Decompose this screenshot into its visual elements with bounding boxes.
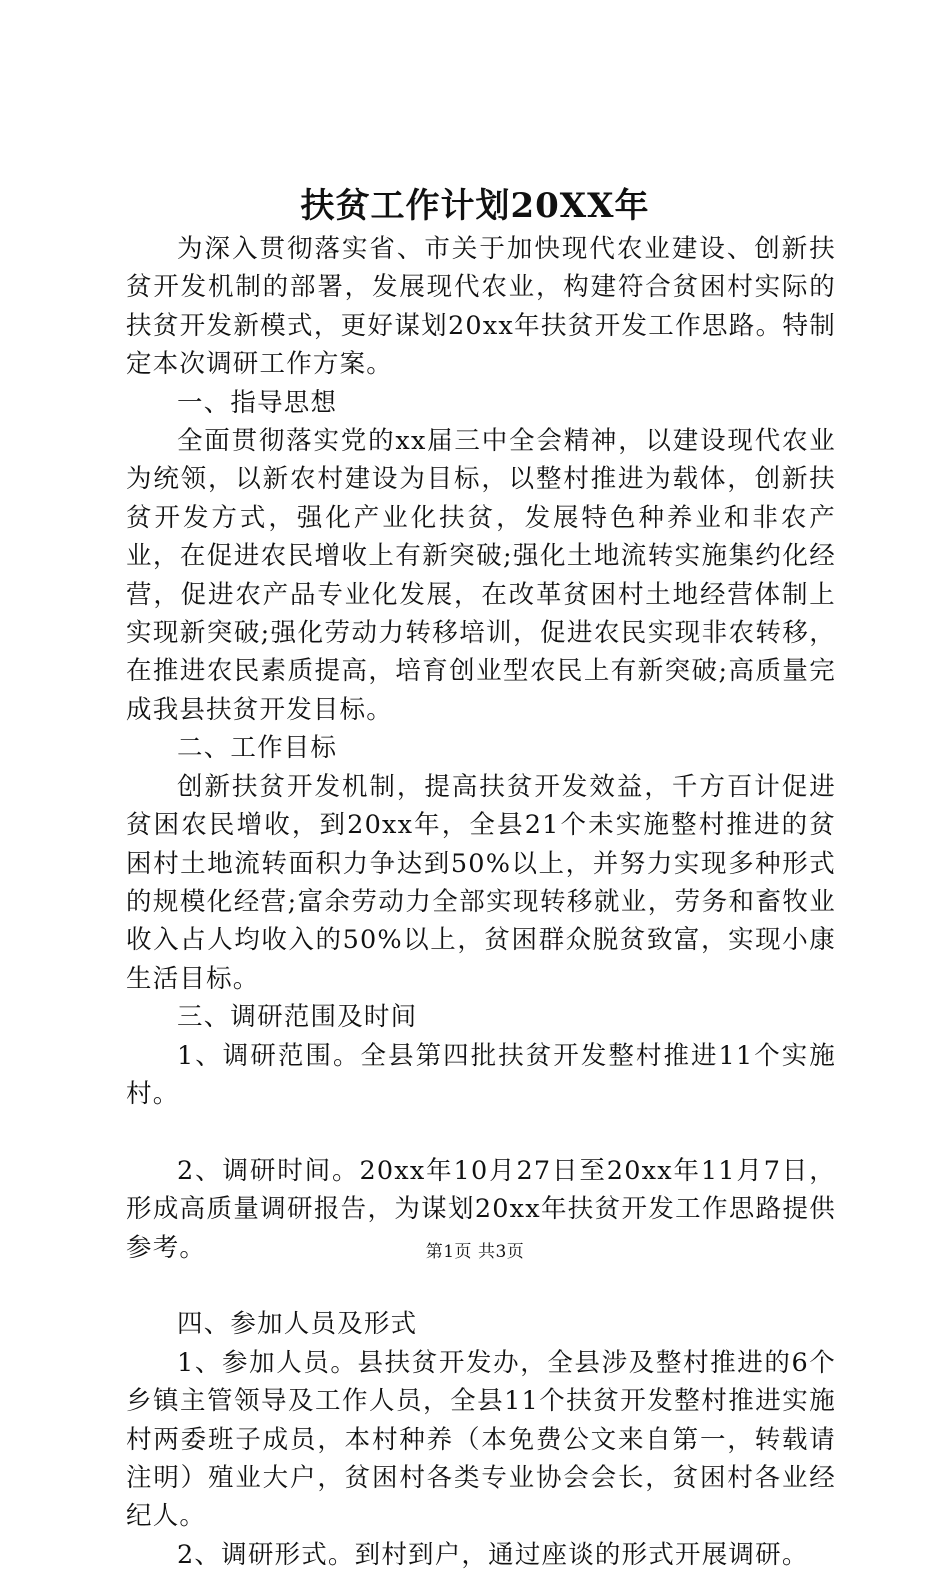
page-number-footer: 第1页 共3页 [425,1242,525,1262]
document-body [126,230,836,1574]
section-heading-participants: 四、参加人员及形式 [177,1309,418,1340]
work-goals-paragraph: 创新扶贫开发机制，提高扶贫开发效益，千方百计促进贫困农民增收，到20xx年，全县21个未实施整村推进的贫困村土地流转面积力争达到50%以上，并努力实现多种形式的规模化经营;富余劳动力全部实现转移就业，劳务和畜牧业收入占人均收入的50%以上，贫困群众脱贫致富，实现小康生活目标。 [126,771,836,994]
research-scope-paragraph: 1、调研范围。全县第四批扶贫开发整村推进11个实施村。 [126,1040,836,1109]
research-time-paragraph: 2、调研时间。20xx年10月27日至20xx年11月7日，形成高质量调研报告，为谋划20xx年扶贫开发工作思路提供参考。 [126,1155,836,1263]
research-form-paragraph: 2、调研形式。到村到户，通过座谈的形式开展调研。 [177,1539,809,1570]
document-title: 扶贫工作计划20XX年 [300,186,650,226]
participants-paragraph: 1、参加人员。县扶贫开发办，全县涉及整村推进的6个乡镇主管领导及工作人员，全县11个扶贫开发整村推进实施村两委班子成员，本村种养（本免费公文来自第一，转载请注明）殖业大户，贫困村各类专业协会会长，贫困村各业经纪人。 [126,1347,836,1532]
section-heading-work-goals: 二、工作目标 [177,733,338,764]
section-heading-scope-and-time: 三、调研范围及时间 [177,1002,418,1033]
intro-paragraph: 为深入贯彻落实省、市关于加快现代农业建设、创新扶贫开发机制的部署，发展现代农业，构建符合贫困村实际的扶贫开发新模式，更好谋划20xx年扶贫开发工作思路。特制定本次调研工作方案。 [126,234,836,380]
guiding-ideology-paragraph: 全面贯彻落实党的xx届三中全会精神，以建设现代农业为统领，以新农村建设为目标，以整村推进为载体，创新扶贫开发方式，强化产业化扶贫，发展特色种养业和非农产业，在促进农民增收上有新突破;强化土地流转实施集约化经营，促进农产品专业化发展，在改革贫困村土地经营体制上实现新突破;强化劳动力转移培训，促进农民实现非农转移，在推进农民素质提高，培育创业型农民上有新突破;高质量完成我县扶贫开发目标。 [126,426,836,725]
section-heading-guiding-ideology: 一、指导思想 [177,387,338,418]
